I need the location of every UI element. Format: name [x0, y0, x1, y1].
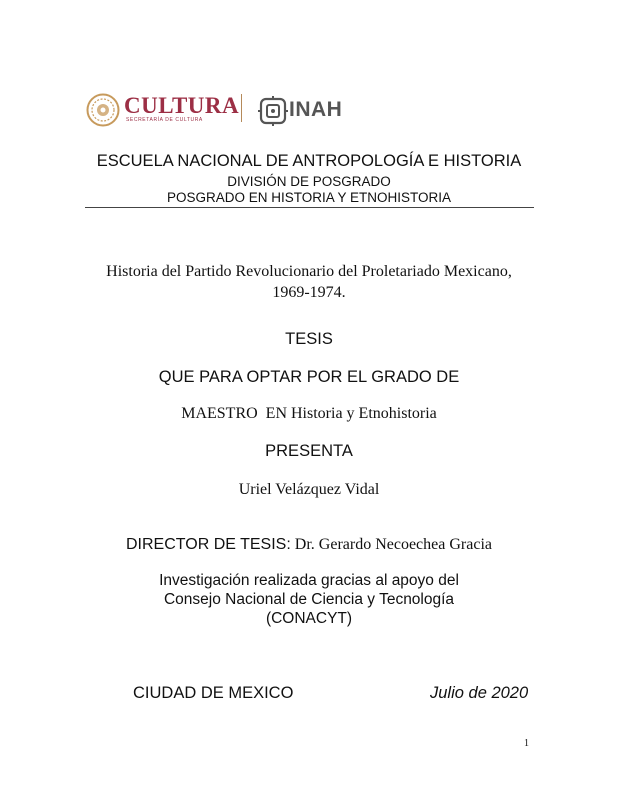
header-rule: [85, 207, 534, 208]
city-label: CIUDAD DE MEXICO: [133, 684, 294, 702]
degree-label: MAESTRO EN: [181, 405, 287, 422]
cultura-logo-text: CULTURA: [124, 93, 240, 118]
presents-label: PRESENTA: [265, 442, 353, 460]
author-name: Uriel Velázquez Vidal: [238, 481, 380, 498]
degree-intro: QUE PARA OPTAR POR EL GRADO DE: [158, 368, 460, 386]
logo-divider: [241, 94, 242, 122]
school-name: ESCUELA NACIONAL DE ANTROPOLOGÍA E HISTORIA: [96, 152, 522, 170]
program-name: POSGRADO EN HISTORIA Y ETNOHISTORIA: [166, 190, 452, 205]
division-name: DIVISIÓN DE POSGRADO: [227, 174, 391, 189]
thesis-title-line-1: Historia del Partido Revolucionario del Proletariado Mexicano,: [106, 263, 512, 280]
degree-field: Historia y Etnohistoria: [291, 405, 437, 422]
cultura-logo-subtitle: SECRETARÍA DE CULTURA: [126, 117, 203, 123]
funding-line-2: Consejo Nacional de Ciencia y Tecnología: [163, 591, 455, 608]
director-name: Dr. Gerardo Necoechea Gracia: [294, 536, 492, 553]
cultura-seal-icon: [86, 93, 120, 127]
funding-line-3: (CONACYT): [265, 610, 353, 627]
thesis-title-line-2: 1969-1974.: [272, 284, 346, 301]
director-label: DIRECTOR DE TESIS:: [126, 536, 291, 553]
document-type: TESIS: [285, 330, 333, 348]
funding-line-1: Investigación realizada gracias al apoyo del: [159, 572, 459, 589]
inah-glyph-icon: [258, 96, 288, 126]
degree-line: [0, 405, 618, 423]
date-label: Julio de 2020: [430, 684, 529, 702]
director-line: [0, 536, 618, 554]
inah-logo-text: INAH: [289, 98, 343, 121]
page-number: 1: [524, 738, 529, 749]
